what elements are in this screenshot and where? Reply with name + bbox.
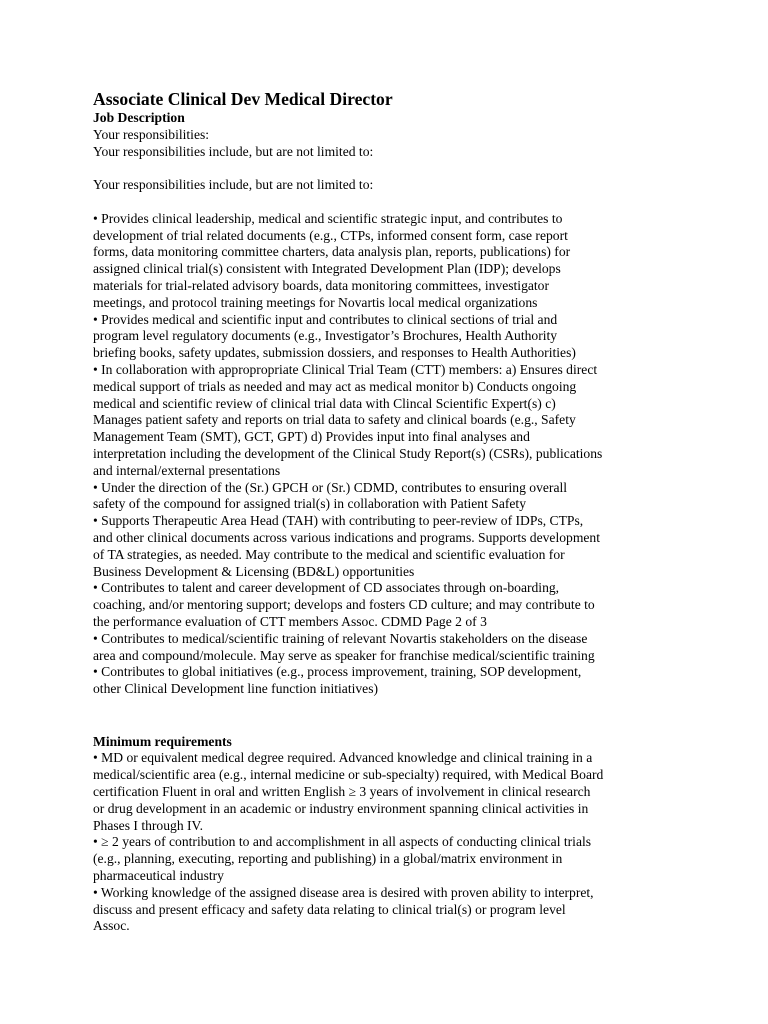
- responsibility-line: • Contributes to medical/scientific training of relevant Novartis stakeholders on the disease: [93, 630, 588, 646]
- requirement-item: [93, 834, 693, 884]
- intro-repeat-line: Your responsibilities include, but are not limited to:: [93, 177, 374, 193]
- responsibility-line: • Contributes to global initiatives (e.g., process improvement, training, SOP development,: [93, 664, 582, 680]
- responsibility-line: meetings, and protocol training meetings for Novartis local medical organizations: [93, 294, 538, 310]
- requirement-line: or drug development in an academic or industry environment spanning clinical activities in: [93, 800, 589, 816]
- intro-line: Your responsibilities:: [93, 126, 210, 142]
- responsibility-line: Business Development & Licensing (BD&L) opportunities: [93, 563, 415, 579]
- responsibility-line: • Provides clinical leadership, medical and scientific strategic input, and contributes to: [93, 210, 563, 226]
- responsibility-line: Manages patient safety and reports on trial data to safety and clinical boards (e.g., Safety: [93, 412, 576, 428]
- responsibility-item: [93, 362, 693, 480]
- responsibility-item: [93, 580, 693, 630]
- responsibility-line: coaching, and/or mentoring support; develops and fosters CD culture; and may contribute to: [93, 597, 595, 613]
- responsibility-line: safety of the compound for assigned trial(s) in collaboration with Patient Safety: [93, 496, 527, 512]
- spacer: [93, 698, 693, 715]
- responsibility-line: • Supports Therapeutic Area Head (TAH) with contributing to peer-review of IDPs, CTPs,: [93, 513, 584, 529]
- responsibility-line: development of trial related documents (e.g., CTPs, informed consent form, case report: [93, 227, 568, 243]
- responsibility-line: medical and scientific review of clinical trial data with Clincal Scientific Expert(s) c): [93, 395, 556, 411]
- responsibility-item: [93, 312, 693, 362]
- requirement-line: medical/scientific area (e.g., internal medicine or sub-specialty) required, with Medical Board: [93, 767, 604, 783]
- responsibility-line: interpretation including the development of the Clinical Study Report(s) (CSRs), publications: [93, 445, 603, 461]
- spacer: [93, 194, 693, 211]
- requirement-line: pharmaceutical industry: [93, 868, 224, 884]
- document-body: [93, 89, 693, 935]
- requirement-item: [93, 750, 693, 834]
- requirement-line: • Working knowledge of the assigned disease area is desired with proven ability to interpret,: [93, 884, 594, 900]
- responsibility-line: and other clinical documents across various indications and programs. Supports development: [93, 529, 601, 545]
- responsibility-line: assigned clinical trial(s) consistent with Integrated Development Plan (IDP); develops: [93, 261, 561, 277]
- responsibility-line: medical support of trials as needed and may act as medical monitor b) Conducts ongoing: [93, 378, 577, 394]
- responsibility-line: • Under the direction of the (Sr.) GPCH or (Sr.) CDMD, contributes to ensuring overall: [93, 479, 568, 495]
- responsibility-item: [93, 513, 693, 580]
- requirement-line: • MD or equivalent medical degree required. Advanced knowledge and clinical training in a: [93, 750, 593, 766]
- spacer: [93, 715, 693, 734]
- intro-line: Your responsibilities include, but are not limited to:: [93, 143, 374, 159]
- responsibility-line: materials for trial-related advisory boards, data monitoring committees, investigator: [93, 277, 550, 293]
- requirement-line: • ≥ 2 years of contribution to and accomplishment in all aspects of conducting clinical trials: [93, 834, 592, 850]
- spacer: [93, 160, 693, 177]
- requirement-line: (e.g., planning, executing, reporting and publishing) in a global/matrix environment in: [93, 851, 563, 867]
- requirement-item: [93, 885, 693, 935]
- responsibility-line: the performance evaluation of CTT members Assoc. CDMD Page 2 of 3: [93, 613, 487, 629]
- responsibility-line: Management Team (SMT), GCT, GPT) d) Provides input into final analyses and: [93, 429, 530, 445]
- responsibility-line: forms, data monitoring committee charters, data analysis plan, reports, publications) for: [93, 244, 571, 260]
- requirements-list: [93, 750, 693, 935]
- minimum-requirements-heading: Minimum requirements: [93, 733, 232, 749]
- requirement-line: Assoc.: [93, 918, 130, 934]
- requirement-line: Phases I through IV.: [93, 817, 204, 833]
- responsibility-line: and internal/external presentations: [93, 462, 281, 478]
- responsibility-item: [93, 480, 693, 514]
- responsibility-line: area and compound/molecule. May serve as speaker for franchise medical/scientific training: [93, 647, 595, 663]
- requirement-line: discuss and present efficacy and safety data relating to clinical trial(s) or program level: [93, 901, 566, 917]
- responsibility-item: [93, 631, 693, 665]
- document-title: Associate Clinical Dev Medical Director: [93, 89, 393, 109]
- responsibility-item: [93, 664, 693, 698]
- responsibility-line: • Provides medical and scientific input and contributes to clinical sections of trial and: [93, 311, 558, 327]
- job-description-heading: Job Description: [93, 110, 185, 125]
- responsibility-line: program level regulatory documents (e.g., Investigator’s Brochures, Health Authority: [93, 328, 558, 344]
- responsibilities-list: [93, 211, 693, 698]
- responsibility-line: of TA strategies, as needed. May contribute to the medical and scientific evaluation for: [93, 546, 565, 562]
- responsibility-line: • Contributes to talent and career development of CD associates through on-boarding,: [93, 580, 560, 596]
- responsibility-item: [93, 211, 693, 312]
- requirement-line: certification Fluent in oral and written English ≥ 3 years of involvement in clinical research: [93, 784, 591, 800]
- responsibility-line: other Clinical Development line function initiatives): [93, 681, 379, 697]
- responsibility-line: briefing books, safety updates, submission dossiers, and responses to Health Authorities): [93, 345, 576, 361]
- responsibility-line: • In collaboration with appropropriate Clinical Trial Team (CTT) members: a) Ensures direct: [93, 361, 598, 377]
